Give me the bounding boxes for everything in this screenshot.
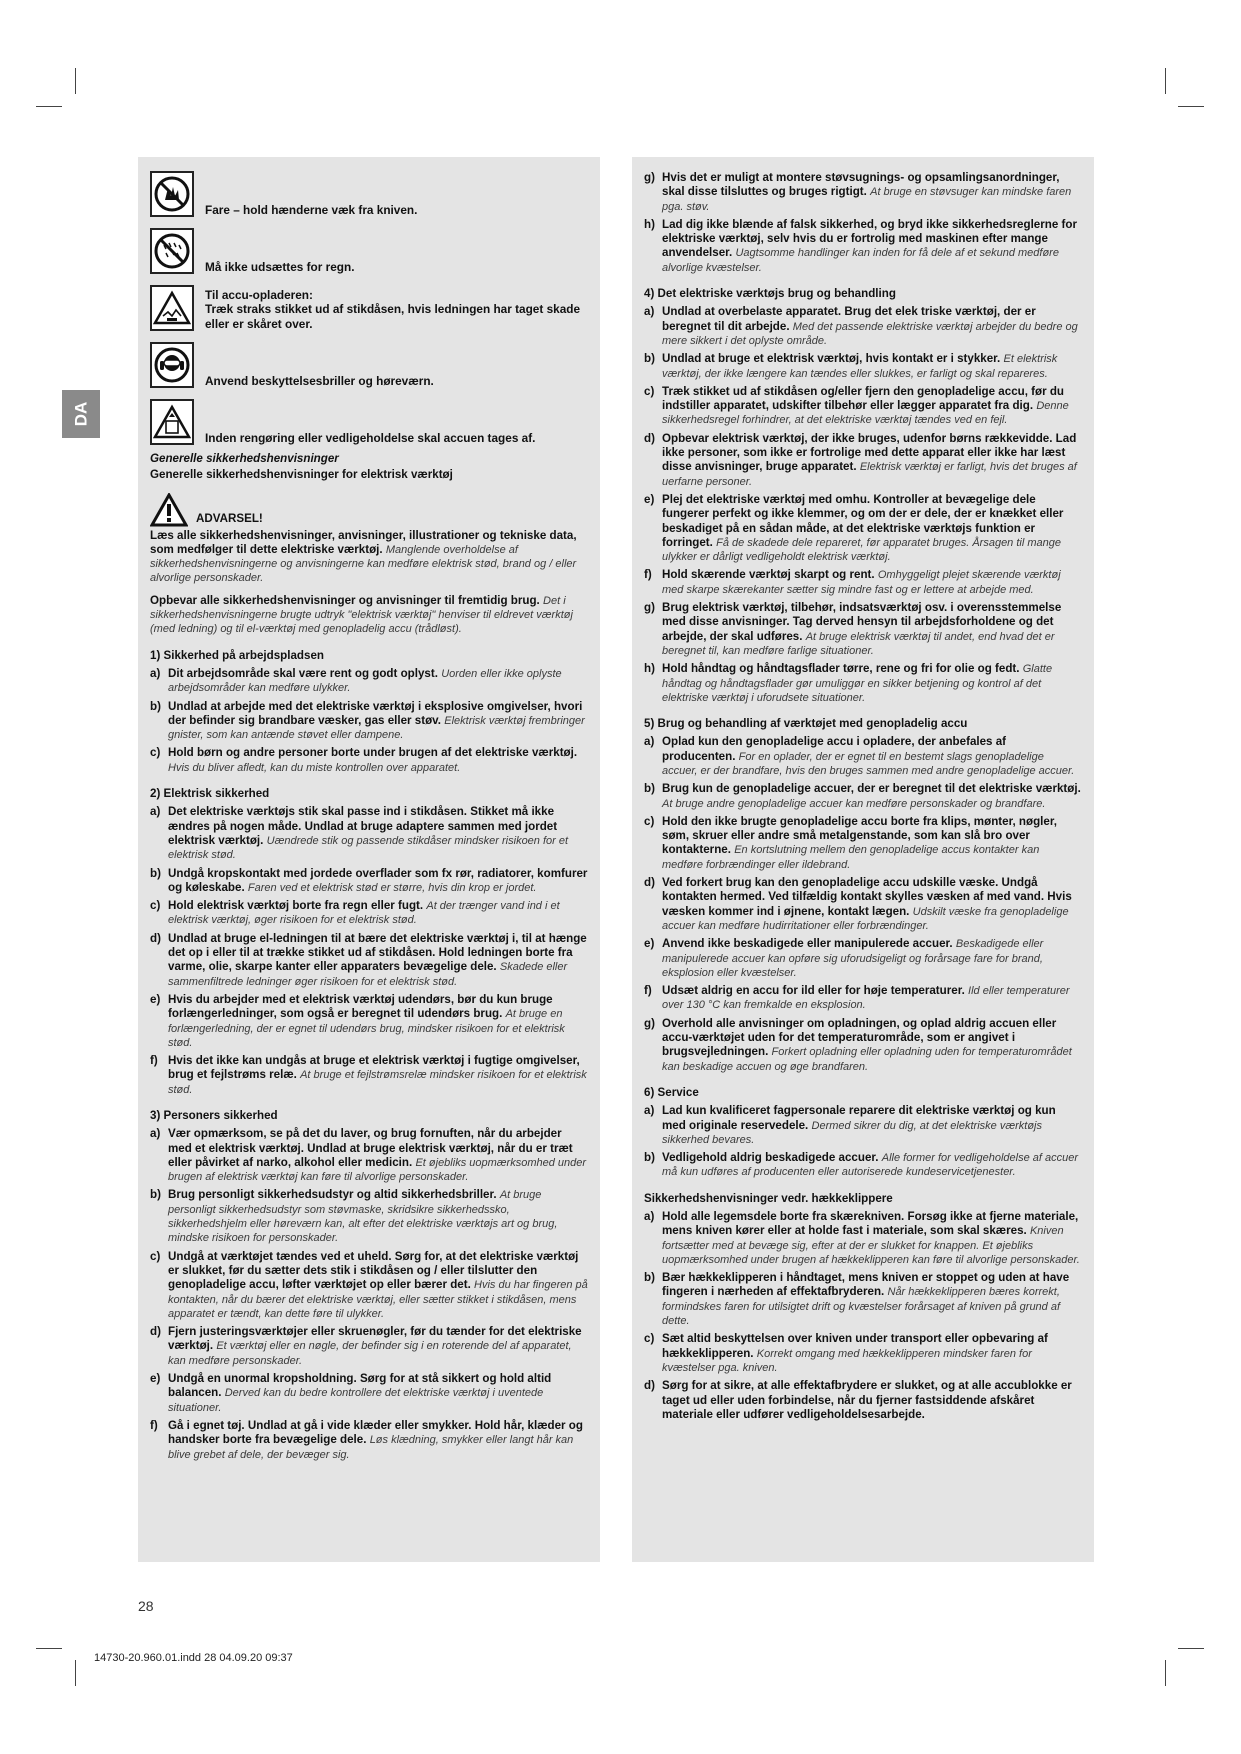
item-label: d) [644, 876, 655, 890]
list-item [644, 568, 1082, 597]
list-item [150, 1188, 588, 1245]
right-sections [644, 287, 1082, 1422]
item-bold-text: Undgå at værktøjet tændes ved et uheld. Sørg for, at det elektriske værktøj er slukket, før du sætter dets stik i stikdåsen og / eller tilslutter den genopladelige accu, løfter værktøjet op eller bærer det. [168, 1249, 579, 1292]
list-item [644, 1151, 1082, 1180]
list-item [644, 735, 1082, 778]
item-body [168, 1250, 588, 1321]
left-column [138, 157, 600, 1562]
item-bold-text: Sæt altid beskyttelsen over kniven under transport eller opbevaring af hækkeklipperen. [662, 1332, 1048, 1360]
item-bold-text: Lad dig ikke blænde af falsk sikkerhed, og bryd ikke sikkerhedsreglerne for elektriske værktøj, selv hvis du er fortrolig med maskinen efter mange anvendelser. [662, 217, 1077, 260]
list-item [644, 1104, 1082, 1147]
item-bold-text: Hold elektrisk værktøj borte fra regn eller fugt. [168, 899, 424, 913]
item-bold-text: Lad kun kvalificeret fagpersonale reparere dit elektriske værktøj og kun med originale reservedele. [662, 1104, 1056, 1132]
crop-mark [36, 106, 62, 107]
item-body [662, 782, 1082, 811]
list-item [150, 867, 588, 896]
item-italic-text: Korrekt omgang med hækkeklipperen mindsker faren for kvæstelser pga. kniven. [662, 1347, 1032, 1374]
item-italic-text: Elektrisk værktøj frembringer gnister, som kan antænde støvet eller dampene. [168, 714, 585, 742]
crop-mark [1178, 1648, 1204, 1649]
list-item [644, 352, 1082, 381]
item-italic-text: Ild eller temperaturer over 130 °C kan fremkalde en eksplosion. [662, 985, 1070, 1012]
warning-label: ADVARSEL! [196, 512, 263, 526]
item-body [168, 1054, 588, 1097]
item-bold-text: Opbevar elektrisk værktøj, der ikke bruges, udenfor børns rækkevidde. Lad ikke personer, som ikke er fortrolige med dette apparat eller ikke har læst disse anvisninger, bruge apparatet. [662, 431, 1077, 474]
item-bold-text: Sørg for at sikre, at alle effektafbrydere er slukket, og at alle accublokke er taget ud eller uden forbindelse, når du fjerner fastsiddende afskåret materiale eller udfører vedligeholdelsesarbejde. [662, 1379, 1072, 1421]
item-italic-text: Skadede eller sammenfiltrede ledninger øger risikoen for et elektrisk stød. [168, 961, 568, 988]
item-italic-text: At bruge personligt sikkerhedsudstyr som støvmaske, skridsikre sikkerhedssko, sikkerhedshjelm eller høreværn kan, alt efter det elektriske værktøjs art og brug, mindske risikoen for personskader. [168, 1189, 558, 1245]
item-italic-text: Uændrede stik og passende stikdåser mindsker risikoen for et elektrisk stød. [168, 834, 569, 862]
item-label: b) [644, 1151, 655, 1165]
item-bold-text: Brug personligt sikkerhedsudstyr og altid sikkerhedsbriller. [168, 1188, 497, 1202]
left-sections [150, 649, 588, 1462]
item-bold-text: Hvis du arbejder med et elektrisk værktøj udendørs, bør du kun bruge forlængerledninger, som også er beregnet til udendørs brug. [168, 992, 553, 1021]
list-item [644, 385, 1082, 428]
item-bold-text: Dit arbejdsområde skal være rent og godt oplyst. [168, 666, 438, 680]
goggles-ear-protection-icon [150, 342, 194, 388]
item-body [662, 352, 1082, 381]
item-italic-text: Omhyggeligt plejet skærende værktøj med skarpe skærekanter sætter sig mindre fast og er lettere at arbejde med. [662, 569, 1061, 596]
item-bold-text: Hold børn og andre personer borte under brugen af det elektriske værktøj. [168, 746, 578, 760]
symbol-text: Må ikke udsættes for regn. [205, 259, 355, 274]
item-body [662, 385, 1082, 428]
list-item [644, 662, 1082, 705]
item-label: b) [150, 866, 161, 880]
item-italic-text: At bruge elektrisk værktøj til andet, end hvad det er beregnet til, kan medføre farlige situationer. [662, 630, 1055, 657]
list-item [150, 700, 588, 743]
item-bold-text: Træk stikket ud af stikdåsen og/eller fjern den genopladelige accu, før du indstiller apparatet, udskifter tilbehør eller lægger apparatet fra dig. [662, 384, 1065, 413]
item-label: f) [150, 1418, 158, 1432]
page-number: 28 [138, 1598, 154, 1614]
item-label: d) [644, 431, 655, 445]
item-body [168, 1419, 588, 1462]
item-bold-text: Oplad kun den genopladelige accu i opladere, der anbefales af producenten. [662, 735, 1007, 763]
item-bold-text: Overhold alle anvisninger om opladningen, og oplad aldrig accuen eller accu-værktøjet uden for det temperaturområde, som er angivet i brugsvejledningen. [662, 1016, 1057, 1059]
item-label: c) [150, 746, 161, 760]
item-body [168, 805, 588, 862]
item-body [168, 899, 588, 928]
item-italic-text: Løs klædning, smykker eller langt hår kan blive grebet af dele, der bevæger sig. [168, 1434, 574, 1461]
item-bold-text: Hold håndtag og håndtagsflader tørre, rene og fri for olie og fedt. [662, 662, 1020, 676]
print-footer: 14730-20.960.01.indd 28 04.09.20 09:37 [94, 1652, 293, 1664]
keep-instructions: Opbevar alle sikkerhedshenvisninger og anvisninger til fremtidig brug. Det i sikkerhedshenvisningerne brugte udtryk "elektrisk værktøj" henviser til eldrevet værktøj (med ledning) og til el-værktøj med genopladelig accu (trådløst). [150, 593, 573, 636]
item-bold-text: Hvis det er muligt at montere støvsugnings- og opsamlingsanordninger, skal disse tilsluttes og bruges rigtigt. [662, 171, 1060, 199]
list-item [150, 1372, 588, 1415]
item-label: a) [150, 805, 161, 819]
item-label: e) [150, 1372, 161, 1386]
remove-battery-icon [150, 399, 194, 445]
item-label: a) [150, 1127, 161, 1141]
symbol-text: Fare – hold hænderne væk fra kniven. [205, 202, 418, 217]
item-italic-text: Udskilt væske fra genopladelige accuer kan medføre hudirritationer eller forbrændinger. [662, 905, 1069, 932]
list-item [644, 1332, 1082, 1375]
item-body [662, 984, 1082, 1013]
crop-mark [36, 1648, 62, 1649]
list-item [644, 171, 1082, 214]
symbol-row [150, 167, 588, 217]
right-column [632, 157, 1094, 1562]
item-bold-text: Undlad at bruge et elektrisk værktøj, hvis kontakt er i stykker. [662, 352, 1001, 366]
item-label: a) [644, 305, 655, 319]
item-body [168, 1325, 588, 1368]
item-italic-text: At bruge et fejlstrømsrelæ mindsker risikoen for et elektrisk stød. [168, 1069, 587, 1096]
item-italic-text: Få de skadede dele repareret, før apparatet bruges. Årsagen til mange ulykker er dårligt vedligeholdt elektrisk værktøj. [662, 536, 1061, 564]
section-title: 4) Det elektriske værktøjs brug og behandling [644, 287, 896, 301]
item-body [662, 432, 1082, 489]
item-italic-text: At bruge en forlængerledning, der er egnet til udendørs brug, mindsker risikoen for et elektrisk stød. [168, 1008, 565, 1049]
section-title: 1) Sikkerhed på arbejdspladsen [150, 648, 324, 662]
list-item [644, 1271, 1082, 1328]
item-italic-text: Elektrisk værktøj er farligt, hvis det bruges af uerfarne personer. [662, 461, 1077, 488]
item-label: a) [644, 1210, 655, 1223]
list-item [150, 1419, 588, 1462]
list-item [150, 667, 588, 696]
item-body [168, 700, 588, 743]
list-item [644, 876, 1082, 933]
item-bold-text: Undgå en unormal kropsholdning. Sørg for at stå sikkert og hold altid balancen. [168, 1372, 552, 1400]
item-label: a) [644, 735, 655, 749]
item-bold-text: Hold den ikke brugte genopladelige accu borte fra klips, mønter, nøgler, søm, skruer eller andre små metalgenstande, som kan slå bro over kontakterne. [662, 814, 1057, 857]
item-label: b) [644, 352, 655, 366]
symbol-text: Anvend beskyttelsesbriller og høreværn. [205, 373, 434, 388]
item-label: d) [150, 931, 161, 945]
crop-mark [75, 68, 76, 94]
item-italic-text: Med det passende elektriske værktøj arbejder du bedre og mere sikkert i det oplyste område. [662, 320, 1078, 347]
item-body [168, 1372, 588, 1415]
item-bold-text: Brug kun de genopladelige accuer, der er beregnet til det elektriske værktøj. [662, 782, 1081, 796]
list-item [644, 815, 1082, 872]
item-body [662, 171, 1082, 214]
item-label: e) [644, 492, 655, 506]
item-bold-text: Vedligehold aldrig beskadigede accuer. [662, 1151, 879, 1165]
item-body [168, 867, 588, 896]
no-hands-knife-icon [150, 171, 194, 217]
item-italic-text: Et elektrisk værktøj, der ikke længere kan tændes eller slukkes, er farligt og skal repareres. [662, 353, 1058, 380]
warning-block [150, 493, 588, 527]
list-item [150, 1250, 588, 1321]
item-label: c) [150, 1249, 161, 1263]
item-body [662, 568, 1082, 597]
item-bold-text: Hold alle legemsdele borte fra skærekniven. Forsøg ikke at fjerne materiale, mens kniven kører eller at holde fast i materiale, som skal skæres. [662, 1210, 1079, 1238]
item-italic-text: Alle former for vedligeholdelse af accuer må kun udføres af producenten eller autoriserede kundeservicetjenester. [662, 1152, 1078, 1179]
item-label: e) [644, 937, 655, 951]
item-label: a) [150, 666, 161, 680]
item-label: f) [150, 1054, 158, 1068]
list-item [644, 601, 1082, 658]
item-body [662, 1332, 1082, 1375]
item-italic-text: At bruge andre genopladelige accuer kan medføre personskader og brandfare. [662, 797, 1046, 810]
section-title: Sikkerhedshenvisninger vedr. hækkeklippere [644, 1191, 893, 1205]
item-label: d) [644, 1379, 655, 1393]
item-body [168, 667, 588, 696]
section-title: 3) Personers sikkerhed [150, 1108, 278, 1122]
item-italic-text: Uagtsomme handlinger kan inden for få dele af et sekund medføre alvorlige kvæstelser. [662, 247, 1059, 274]
item-italic-text: Et værktøj eller en nøgle, der befinder sig i en roterende del af apparatet, kan medføre personskader. [168, 1340, 572, 1367]
item-label: e) [150, 992, 161, 1006]
item-body [662, 218, 1082, 275]
item-body [662, 662, 1082, 705]
list-item [644, 432, 1082, 489]
item-italic-text: Hvis du bliver afledt, kan du miste kontrollen over apparatet. [168, 761, 461, 774]
list-item [150, 932, 588, 989]
item-body [662, 937, 1082, 980]
crop-mark [1178, 106, 1204, 107]
item-label: a) [644, 1104, 655, 1118]
item-bold-text: Hvis det ikke kan undgås at bruge et elektrisk værktøj i fugtige omgivelser, brug et fejlstrøms relæ. [168, 1054, 580, 1082]
list-item [644, 984, 1082, 1013]
list-item [150, 805, 588, 862]
language-tab: DA [62, 390, 100, 438]
right-intro-items [644, 171, 1082, 275]
item-body [662, 1017, 1082, 1074]
item-label: d) [150, 1325, 161, 1339]
item-label: b) [150, 1188, 161, 1202]
list-item [644, 218, 1082, 275]
item-bold-text: Fjern justeringsværktøjer eller skruenøgler, før du tænder for det elektriske værktøj. [168, 1325, 582, 1353]
item-bold-text: Undlad at bruge el-ledningen til at bære det elektriske værktøj i, til at hænge det op i eller til at trække stikket ud af stikdåsen. Hold ledningen borte fra varme, olie, skarpe kanter eller apparaters bevægelige dele. [168, 931, 587, 974]
symbol-text: Inden rengøring eller vedligeholdelse skal accuen tages af. [205, 430, 536, 445]
item-italic-text: Faren ved et elektrisk stød er større, hvis din krop er jordet. [247, 881, 537, 894]
item-body [662, 1379, 1082, 1422]
item-bold-text: Udsæt aldrig en accu for ild eller for høje temperaturer. [662, 984, 965, 998]
item-italic-text: Hvis du har fingeren på kontakten, når du bærer det elektriske værktøj, eller sætter stikket i stikdåsen, mens apparatet er tændt, kan dette føre til ulykker. [168, 1279, 588, 1320]
item-body [168, 993, 588, 1050]
warning-triangle-icon [150, 493, 188, 527]
item-bold-text: Undgå kropskontakt med jordede overflader som fx rør, radiatorer, komfurer og køleskabe. [168, 866, 588, 894]
item-italic-text: At bruge en støvsuger kan mindske faren pga. støv. [662, 186, 1072, 213]
item-label: g) [644, 1016, 655, 1030]
item-italic-text: Glatte håndtag og håndtagsflader gør umuliggør en sikker betjening og kontrol af det elektriske værktøj i uforudsete situationer. [662, 663, 1053, 704]
item-italic-text: Derved kan du bedre kontrollere det elektriske værktøj i uventede situationer. [168, 1387, 544, 1414]
section-title: 6) Service [644, 1085, 699, 1099]
item-italic-text: Dermed sikrer du dig, at det elektriske værktøjs sikkerhed bevares. [662, 1119, 1042, 1146]
item-bold-text: Undlad at overbelaste apparatet. Brug det elek triske værktøj, der er beregnet til dit arbejde. [662, 305, 1036, 333]
symbol-row [150, 281, 588, 331]
section-title: 2) Elektrisk sikkerhed [150, 787, 270, 801]
section-title: 5) Brug og behandling af værktøjet med genopladelig accu [644, 717, 968, 731]
item-body [662, 1104, 1082, 1147]
item-italic-text: Beskadigede eller manipulerede accuer kan opføre sig uforudsigeligt og forårsage fare for brand, eksplosion eller kvæstelser. [662, 938, 1044, 979]
item-italic-text: Kniven fortsætter med at bevæge sig, efter at der er slukket for knappen. Et øjebliks uopmærksomhed under brugen af hækkeklipperen kan føre til alvorlige personskader. [662, 1225, 1080, 1266]
item-italic-text: Denne sikkerhedsregel forhindrer, at det elektriske værktøj tændes ved en fejl. [662, 400, 1069, 427]
list-item [150, 1054, 588, 1097]
item-bold-text: Undlad at arbejde med det elektriske værktøj i eksplosive omgivelser, hvori der befinder sig brandbare væsker, gas eller støv. [168, 699, 583, 727]
item-bold-text: Brug elektrisk værktøj, tilbehør, indsatsværktøj osv. i overensstemmelse med disse anvisninger. Tag derved hensyn til arbejdsforholdene og det arbejde, der skal udføres. [662, 601, 1062, 643]
item-body [168, 932, 588, 989]
item-body [662, 1210, 1082, 1267]
no-rain-icon [150, 228, 194, 274]
item-body [168, 1188, 588, 1245]
item-label: h) [644, 662, 655, 676]
list-item [644, 1379, 1082, 1422]
list-item [150, 746, 588, 775]
item-label: g) [644, 601, 655, 615]
item-body [168, 746, 588, 775]
list-item [150, 993, 588, 1050]
item-label: b) [150, 699, 161, 713]
item-bold-text: Anvend ikke beskadigede eller manipulerede accuer. [662, 937, 953, 951]
item-italic-text: Uorden eller ikke oplyste arbejdsområder kan medføre ulykker. [168, 667, 562, 695]
list-item [644, 937, 1082, 980]
item-label: c) [644, 1332, 655, 1346]
item-italic-text: Et øjebliks uopmærksomhed under brugen af elektrisk værktøj kan føre til alvorlige personskader. [168, 1156, 587, 1184]
item-bold-text: Hold skærende værktøj skarpt og rent. [662, 568, 875, 582]
item-body [662, 815, 1082, 872]
symbol-row [150, 224, 588, 274]
list-item [644, 1210, 1082, 1267]
item-label: f) [644, 984, 652, 998]
list-item [150, 899, 588, 928]
list-item [150, 1127, 588, 1184]
item-bold-text: Gå i egnet tøj. Undlad at gå i vide klæder eller smykker. Hold hår, klæder og handsker borte fra bevægelige dele. [168, 1418, 583, 1447]
general-subheading: Generelle sikkerhedshenvisninger for elektrisk værktøj [150, 468, 453, 482]
charger-warning-icon [150, 285, 194, 331]
crop-mark [75, 1660, 76, 1686]
item-body [662, 876, 1082, 933]
list-item [644, 305, 1082, 348]
item-label: f) [644, 568, 652, 582]
list-item [644, 782, 1082, 811]
item-body [662, 1151, 1082, 1180]
list-item [644, 1017, 1082, 1074]
item-italic-text: At der trænger vand ind i et elektrisk værktøj, øger risikoen for et elektrisk stød. [168, 900, 560, 927]
item-italic-text: Når hækkeklipperen bæres korrekt, formindskes faren for utilsigtet drift og kvæstelser forårsaget af kniven på grund af dette. [662, 1286, 1061, 1328]
item-italic-text: Forkert opladning eller opladning uden for temperaturområdet kan beskadige accuen og øge brandfaren. [662, 1046, 1072, 1073]
item-label: c) [644, 814, 655, 828]
item-body [662, 493, 1082, 564]
item-bold-text: Ved forkert brug kan den genopladelige accu udskille væske. Undgå kontakten hermed. Ved tilfældig kontakt skylles væsken af med vand. Hvis væsken kommer ind i øjnene, kontakt lægen. [662, 876, 1072, 918]
item-label: c) [150, 899, 161, 913]
symbol-row [150, 338, 588, 388]
crop-mark [1165, 68, 1166, 94]
item-body [168, 1127, 588, 1184]
general-heading: Generelle sikkerhedshenvisninger [150, 452, 339, 465]
item-label: b) [644, 1271, 655, 1285]
item-body [662, 305, 1082, 348]
item-body [662, 1271, 1082, 1328]
list-item [150, 1325, 588, 1368]
item-body [662, 735, 1082, 778]
item-italic-text: For en oplader, der er egnet til en bestemt slags genopladelige accuer, er der brandfare, hvis den bruges sammen med andre genopladelige accuer. [662, 750, 1075, 777]
list-item [644, 493, 1082, 564]
item-label: h) [644, 217, 655, 231]
warning-text: Læs alle sikkerhedshenvisninger, anvisninger, illustrationer og tekniske data, som medfølger til dette elektriske værktøj. Manglende overholdelse af sikkerhedshenvisningerne og anvisningerne kan medføre elektrisk stød, brand og / eller alvorlige personskader. [150, 528, 577, 585]
symbol-text: Til accu-opladeren: Træk straks stikket ud af stikdåsen, hvis ledningen har taget skade eller er skåret over. [205, 287, 581, 331]
item-label: c) [644, 384, 655, 398]
item-label: b) [644, 782, 655, 796]
crop-mark [1165, 1660, 1166, 1686]
item-bold-text: Bær hækkeklipperen i håndtaget, mens kniven er stoppet og uden at have fingeren i nærheden af effektafbryderen. [662, 1271, 1070, 1299]
item-italic-text: En kortslutning mellem den genopladelige accus kontakter kan medføre forbrændinger eller ildebrand. [662, 844, 1040, 871]
item-bold-text: Det elektriske værktøjs stik skal passe ind i stikdåsen. Stikket må ikke ændres på nogen måde. Undlad at bruge adaptere sammen med jordet elektrisk værktøj. [168, 805, 558, 847]
item-label: g) [644, 171, 655, 184]
item-bold-text: Vær opmærksom, se på det du laver, og brug fornuften, når du arbejder med et elektrisk værktøj. Undlad at bruge elektrisk værktøj, når du er træt eller påvirket af narko, alkohol eller medicin. [168, 1127, 573, 1169]
symbol-row [150, 395, 588, 445]
item-body [662, 601, 1082, 658]
item-bold-text: Plej det elektriske værktøj med omhu. Kontroller at bevægelige dele fungerer perfekt og ikke klemmer, og om der er dele, der er knækket eller beskadiget på en sådan måde, at det elektriske værktøjs funktion er forringet. [662, 492, 1064, 549]
